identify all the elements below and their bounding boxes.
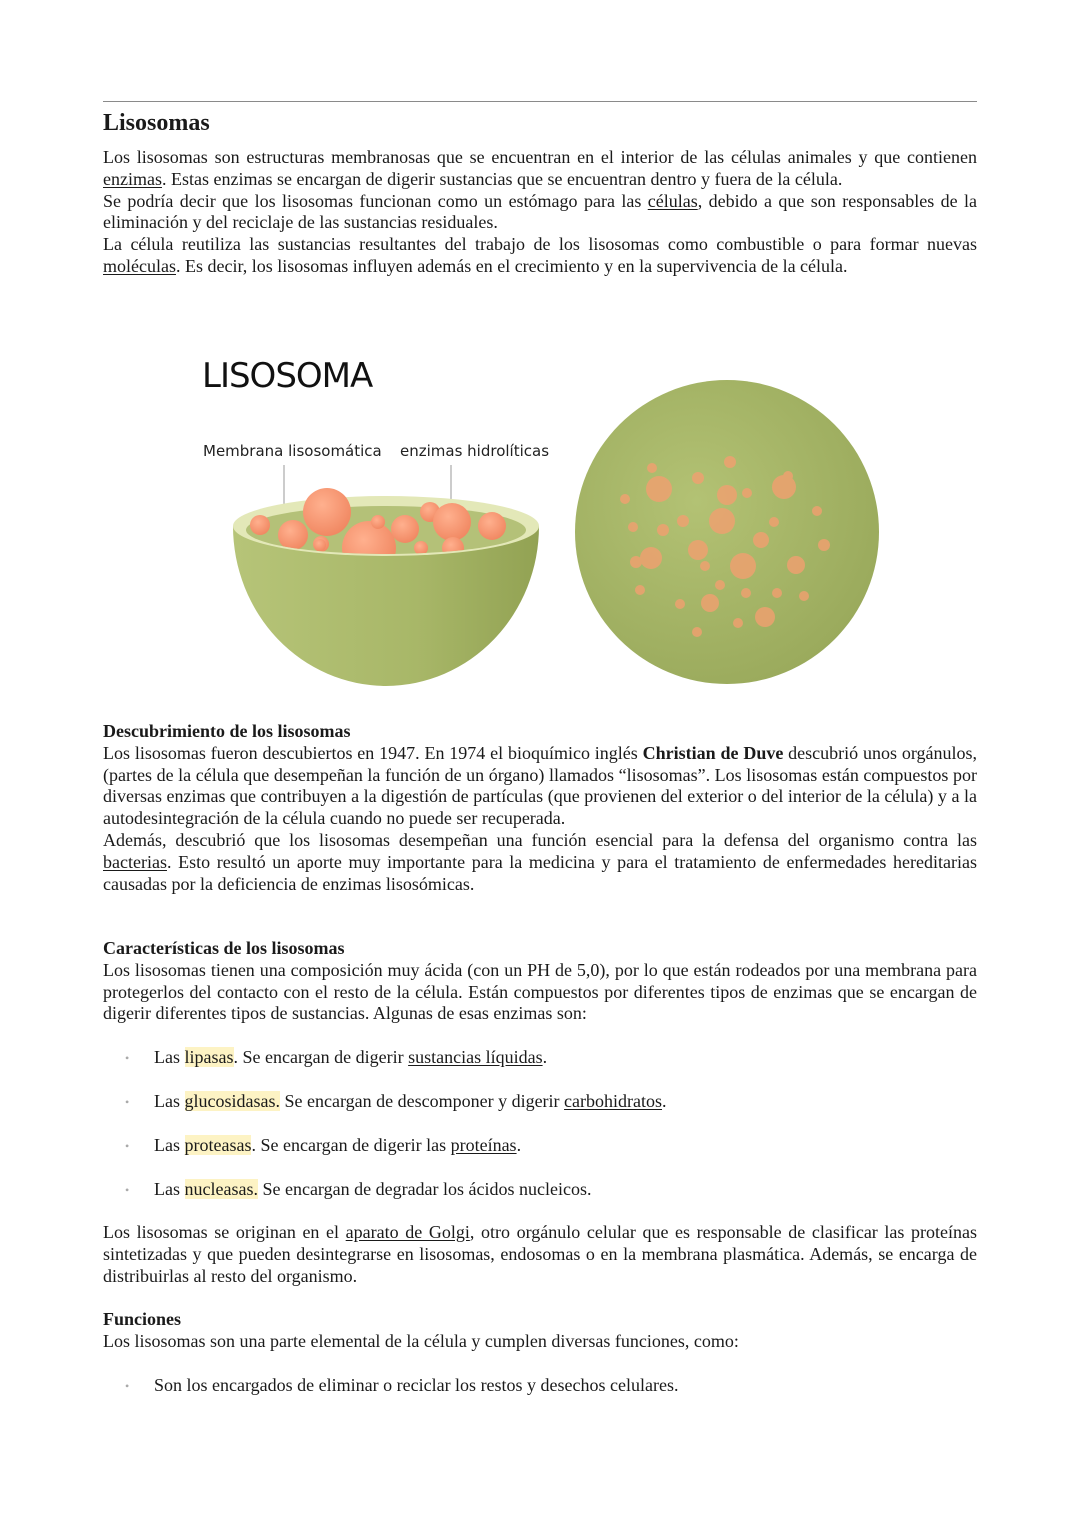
text: Las [154, 1091, 185, 1111]
label-membrane: Membrana lisosomática [203, 442, 382, 460]
highlight: glucosidasas. [184, 1091, 280, 1111]
link-proteinas[interactable]: proteínas [450, 1135, 517, 1155]
text: Las [154, 1179, 185, 1199]
text: Los lisosomas son estructuras membranosas que se encuentran en el interior de las células animales y que contienen [103, 147, 977, 167]
text: Se podría decir que los lisosomas funcionan como un estómago para las [103, 190, 648, 211]
characteristics-paragraph: Los lisosomas tienen una composición muy ácida (con un PH de 5,0), por lo que están rodeados por una membrana para protegerlos del contacto con el resto de la célula. Están compuestos por diferentes tipos de enzimas que se encargan de digerir diferentes tipos de sustancias. Algunas de esas enzimas son: [103, 959, 977, 1024]
link-carbohidratos[interactable]: carbohidratos [564, 1091, 663, 1111]
text: Son los encargados de eliminar o reciclar los restos y desechos celulares. [154, 1375, 679, 1395]
characteristics-heading: Características de los lisosomas [103, 938, 345, 958]
bullet-icon: • [125, 1379, 130, 1393]
text: Se encargan de descomponer y digerir [279, 1091, 565, 1111]
sphere-illustration [575, 380, 879, 684]
text: Las [154, 1135, 185, 1155]
text: Se encargan de degradar los ácidos nucleicos. [257, 1179, 592, 1199]
page-title: Lisosomas [103, 110, 210, 136]
text: . Se encargan de digerir [233, 1047, 409, 1067]
highlight: proteasas [184, 1135, 252, 1155]
highlight: nucleasas. [184, 1179, 258, 1199]
discovery-paragraph-1 [103, 743, 977, 830]
functions-paragraph: Los lisosomas son una parte elemental de la célula y cumplen diversas funciones, como: [103, 1330, 739, 1351]
text: . Estas enzimas se encargan de digerir sustancias que se encuentran dentro y fuera de la célula. [161, 168, 843, 189]
text: descubrió unos orgánulos, (partes de la célula que desempeñan la función de un órgano) llamados “lisosomas”. Los lisosomas están compuestos por diversas enzimas que contribuyen a la digestión de partículas (que provienen del exterior o del interior de la célula) y a la autodesintegración de la célula cuando no puede ser recuperada. [103, 742, 977, 829]
link-celulas[interactable]: células [647, 190, 698, 211]
text: . Es decir, los lisosomas influyen además en el crecimiento y en la supervivencia de la célula. [175, 255, 848, 276]
text: . [516, 1135, 522, 1155]
text: Además, descubrió que los lisosomas desempeñan una función esencial para la defensa del organismo contra las [103, 829, 977, 850]
lysosome-figure [190, 340, 890, 700]
label-enzymes: enzimas hidrolíticas [400, 442, 550, 460]
discovery-paragraph-2 [103, 830, 977, 895]
intro-section [103, 147, 977, 278]
link-bacterias[interactable]: bacterias [103, 851, 167, 872]
bullet-icon: • [125, 1051, 130, 1065]
text: Los lisosomas se originan en el [103, 1222, 346, 1242]
intro-paragraph-3 [103, 234, 977, 278]
top-divider [103, 101, 977, 102]
bullet-icon: • [125, 1139, 130, 1153]
text: . Se encargan de digerir las [251, 1135, 451, 1155]
text: Las [154, 1047, 185, 1067]
functions-heading: Funciones [103, 1309, 182, 1329]
highlight: lipasas [184, 1047, 234, 1067]
figure-title: LISOSOMA [202, 356, 373, 396]
bold-name: Christian de Duve [642, 742, 784, 763]
text: . [662, 1091, 667, 1111]
text: La célula reutiliza las sustancias resultantes del trabajo de los lisosomas como combustible o para formar nuevas [103, 234, 977, 255]
intro-paragraph-2 [103, 191, 977, 235]
text: . [542, 1047, 548, 1067]
link-aparato-de-golgi[interactable]: aparato de Golgi [345, 1222, 470, 1242]
functions-section [103, 1309, 977, 1353]
golgi-paragraph [103, 1222, 977, 1287]
text: , debido a que son responsables de la eliminación y del reciclaje de las sustancias residuales. [103, 190, 977, 233]
text: . Esto resultó un aporte muy importante para la medicina y para el tratamiento de enfermedades hereditarias causadas por la deficiencia de enzimas lisosómicas. [103, 851, 977, 894]
bullet-icon: • [125, 1095, 130, 1109]
link-sustancias-liquidas[interactable]: sustancias líquidas [408, 1047, 543, 1067]
text: Los lisosomas fueron descubiertos en 1947. En 1974 el bioquímico inglés [103, 742, 643, 763]
bullet-icon: • [125, 1183, 130, 1197]
text: , otro orgánulo celular que es responsable de clasificar las proteínas sintetizadas y que pueden desintegrarse en lisosomas, endosomas o en la membrana plasmática. Además, se encarga de distribuirlas al resto del organismo. [103, 1222, 978, 1286]
discovery-section [103, 721, 977, 895]
hemisphere-illustration [233, 488, 539, 686]
discovery-heading: Descubrimiento de los lisosomas [103, 721, 351, 741]
characteristics-section [103, 938, 977, 1025]
intro-paragraph-1 [103, 147, 977, 191]
link-moleculas[interactable]: moléculas [103, 255, 176, 276]
link-enzimas[interactable]: enzimas [103, 168, 162, 189]
